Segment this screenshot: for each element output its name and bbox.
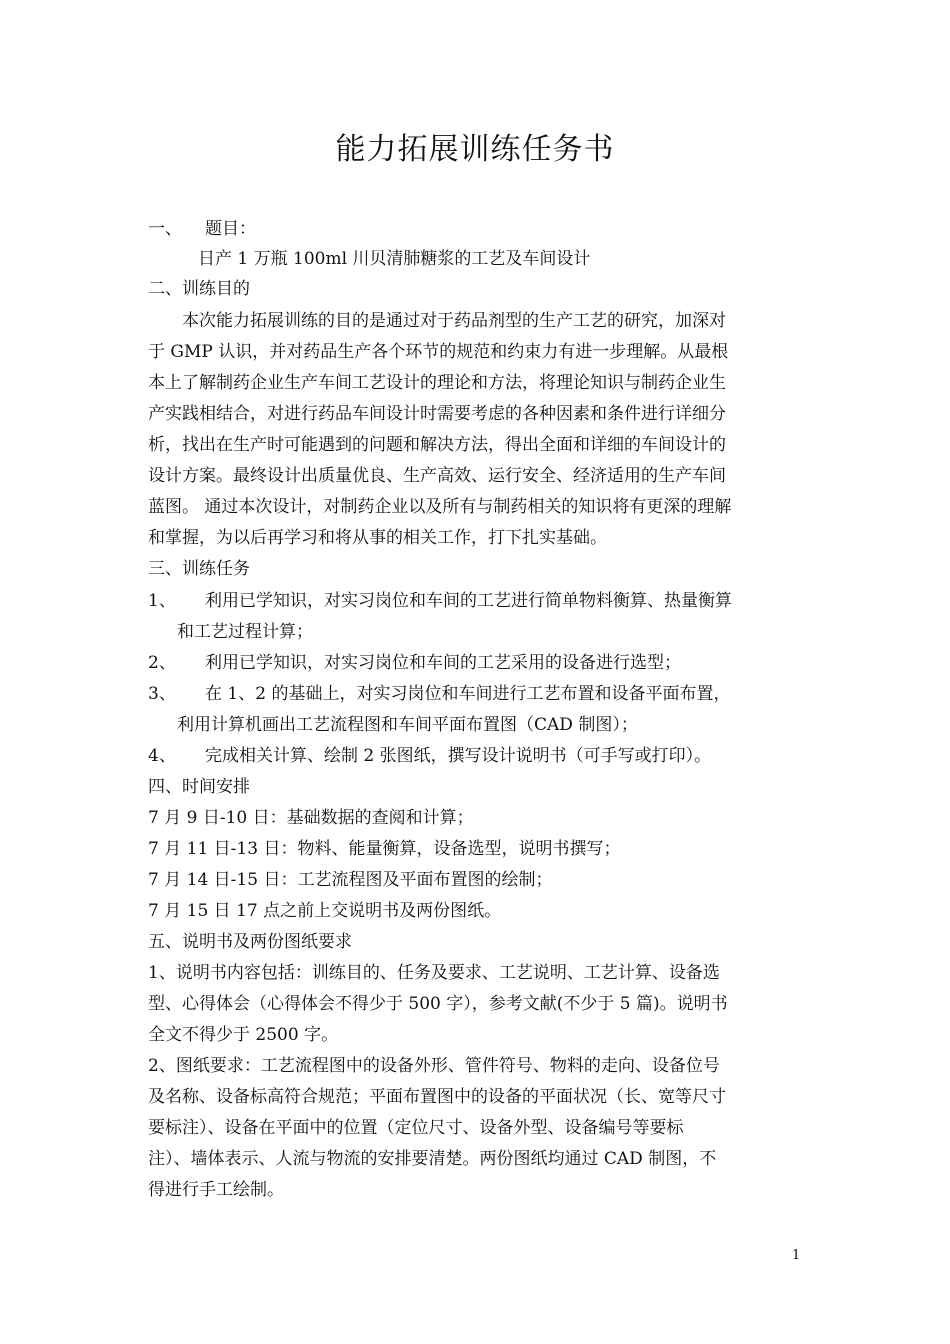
task-item-text: 完成相关计算、绘制 2 张图纸，撰写设计说明书（可手写或打印）。	[205, 746, 712, 766]
section3-heading: 三、训练任务	[148, 559, 250, 579]
section2-line: 设计方案。最终设计出质量优良、生产高效、运行安全、经济适用的生产车间	[148, 466, 726, 486]
section1-topic: 日产 1 万瓶 100ml 川贝清肺糖浆的工艺及车间设计	[198, 249, 591, 269]
requirements-line: 2、图纸要求：工艺流程图中的设备外形、管件符号、物料的走向、设备位号	[148, 1056, 720, 1076]
section2-line: 于 GMP 认识，并对药品生产各个环节的规范和约束力有进一步理解。从最根	[148, 342, 729, 362]
requirements-line: 全文不得少于 2500 字。	[148, 1025, 339, 1045]
section2-line: 产实践相结合，对进行药品车间设计时需要考虑的各种因素和条件进行详细分	[148, 404, 726, 424]
task-item-number: 2、	[148, 653, 176, 673]
task-item-text: 利用已学知识，对实习岗位和车间的工艺采用的设备进行选型；	[205, 653, 681, 673]
requirements-line: 1、说明书内容包括：训练目的、任务及要求、工艺说明、工艺计算、设备选	[148, 963, 720, 983]
task-item-text-continued: 利用计算机画出工艺流程图和车间平面布置图（CAD 制图）；	[177, 715, 638, 735]
task-item-number: 3、	[148, 684, 176, 704]
task-item-number: 4、	[148, 746, 176, 766]
schedule-line: 7 月 11 日-13 日：物料、能量衡算，设备选型，说明书撰写；	[148, 839, 621, 859]
section4-heading: 四、时间安排	[148, 777, 250, 797]
section2-line: 和掌握，为以后再学习和将从事的相关工作，打下扎实基础。	[148, 528, 607, 548]
requirements-line: 型、心得体会（心得体会不得少于 500 字），参考文献(不少于 5 篇)。说明书	[148, 994, 728, 1014]
schedule-line: 7 月 15 日 17 点之前上交说明书及两份图纸。	[148, 901, 502, 921]
section2-line: 析，找出在生产时可能遇到的问题和解决方法，得出全面和详细的车间设计的	[148, 435, 726, 455]
section2-line: 本次能力拓展训练的目的是通过对于药品剂型的生产工艺的研究，加深对	[182, 311, 726, 331]
requirements-line: 注）、墙体表示、人流与物流的安排要清楚。两份图纸均通过 CAD 制图，不	[148, 1149, 717, 1169]
requirements-line: 得进行手工绘制。	[148, 1180, 284, 1200]
task-item-number: 1、	[148, 591, 176, 611]
section5-heading: 五、说明书及两份图纸要求	[148, 932, 352, 952]
requirements-line: 及名称、设备标高符合规范；平面布置图中的设备的平面状况（长、宽等尺寸	[148, 1087, 726, 1107]
requirements-line: 要标注）、设备在平面中的位置（定位尺寸、设备外型、设备编号等要标	[148, 1118, 684, 1138]
section2-line: 蓝图。 通过本次设计，对制药企业以及所有与制药相关的知识将有更深的理解	[148, 497, 732, 517]
section1-number: 一、	[148, 219, 182, 239]
task-item-text: 利用已学知识，对实习岗位和车间的工艺进行简单物料衡算、热量衡算	[205, 591, 732, 611]
section1-heading: 题目：	[205, 219, 256, 239]
task-item-text: 在 1、2 的基础上，对实习岗位和车间进行工艺布置和设备平面布置，	[205, 684, 731, 704]
schedule-line: 7 月 14 日-15 日：工艺流程图及平面布置图的绘制；	[148, 870, 553, 890]
section2-line: 本上了解制药企业生产车间工艺设计的理论和方法，将理论知识与制药企业生	[148, 373, 726, 393]
schedule-line: 7 月 9 日-10 日：基础数据的查阅和计算；	[148, 808, 474, 828]
document-title: 能力拓展训练任务书	[335, 132, 615, 167]
page-number: 1	[792, 1248, 801, 1263]
section2-heading: 二、训练目的	[148, 279, 250, 299]
task-item-text-continued: 和工艺过程计算；	[177, 622, 313, 642]
